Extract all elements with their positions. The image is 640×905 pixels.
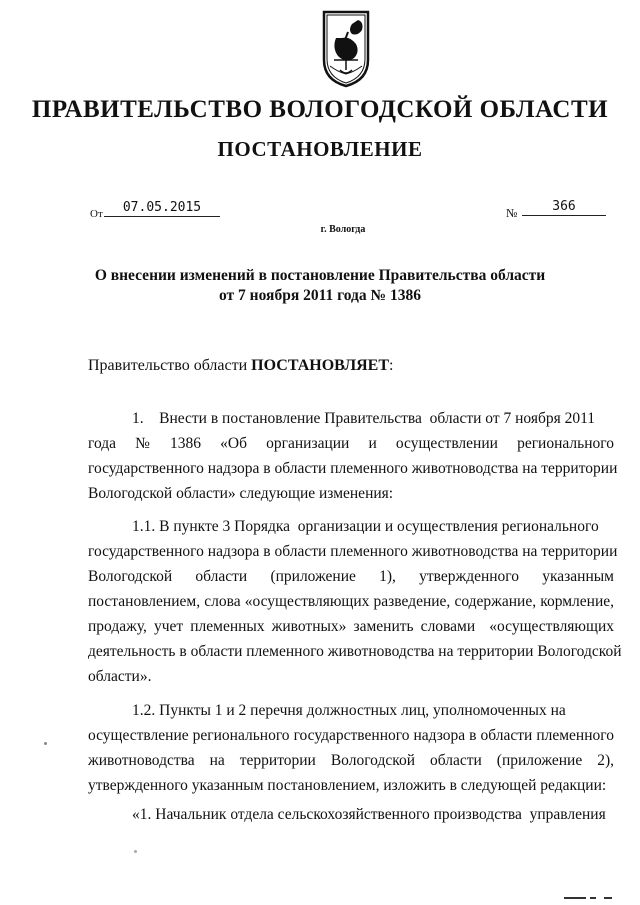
document-subject <box>0 266 640 306</box>
government-title: ПРАВИТЕЛЬСТВО ВОЛОГОДСКОЙ ОБЛАСТИ <box>31 96 609 123</box>
paragraph-line: 1. Внести в постановление Правительства области от 7 ноября 2011 <box>132 410 596 427</box>
decree-statement <box>88 357 393 375</box>
paragraph-1-3 <box>88 802 614 827</box>
paragraph-line: животноводства на территории Вологодской области (приложение 2), <box>88 752 614 769</box>
paragraph-line: 1.1. В пункте 3 Порядка организации и осуществления регионального <box>132 518 599 535</box>
number-label: № <box>506 206 518 220</box>
paragraph-line: Вологодской области» следующие изменения: <box>88 485 394 502</box>
paragraph-line: постановлением, слова «осуществляющих разведение, содержание, кормление, <box>88 593 614 610</box>
vologda-coat-of-arms-icon <box>318 8 374 90</box>
paragraph-line: области». <box>88 668 152 685</box>
decree-keyword: ПОСТАНОВЛЯЕТ <box>251 357 390 374</box>
paragraph-line: продажу, учет племенных животных» заменить словами «осуществляющих <box>88 618 614 635</box>
paragraph-1-1 <box>88 514 622 689</box>
city-label: г. Вологда <box>320 224 366 235</box>
page-footer-mark <box>564 896 614 900</box>
decree-prefix: Правительство области <box>88 357 252 374</box>
scan-artifact <box>44 742 47 745</box>
subject-line-2: от 7 ноября 2011 года № 1386 <box>219 287 421 304</box>
paragraph-1-2 <box>88 698 614 798</box>
subject-line-1: О внесении изменений в постановление Правительства области <box>94 267 546 284</box>
date-value: 07.05.2015 <box>104 200 220 217</box>
date-label: От <box>90 208 103 220</box>
paragraph-1 <box>88 406 618 506</box>
paragraph-line: утвержденного указанным постановлением, изложить в следующей редакции: <box>88 777 607 794</box>
paragraph-line: года № 1386 «Об организации и осуществлении регионального <box>88 435 614 452</box>
number-value: 366 <box>522 199 606 216</box>
paragraph-line: 1.2. Пункты 1 и 2 перечня должностных лиц, уполномоченных на <box>132 702 566 719</box>
scan-artifact <box>134 850 137 853</box>
paragraph-line: осуществление регионального государственного надзора в области племенного <box>88 727 614 744</box>
paragraph-line: Вологодской области (приложение 1), утвержденного указанным <box>88 568 614 585</box>
paragraph-line: деятельность в области племенного животноводства на территории Вологодской <box>88 643 622 660</box>
paragraph-line: государственного надзора в области племенного животноводства на территории <box>88 543 618 560</box>
document-type: ПОСТАНОВЛЕНИЕ <box>217 137 423 161</box>
decree-suffix: : <box>389 357 394 374</box>
paragraph-line: «1. Начальник отдела сельскохозяйственного производства управления <box>132 806 606 823</box>
paragraph-line: государственного надзора в области племенного животноводства на территории <box>88 460 618 477</box>
